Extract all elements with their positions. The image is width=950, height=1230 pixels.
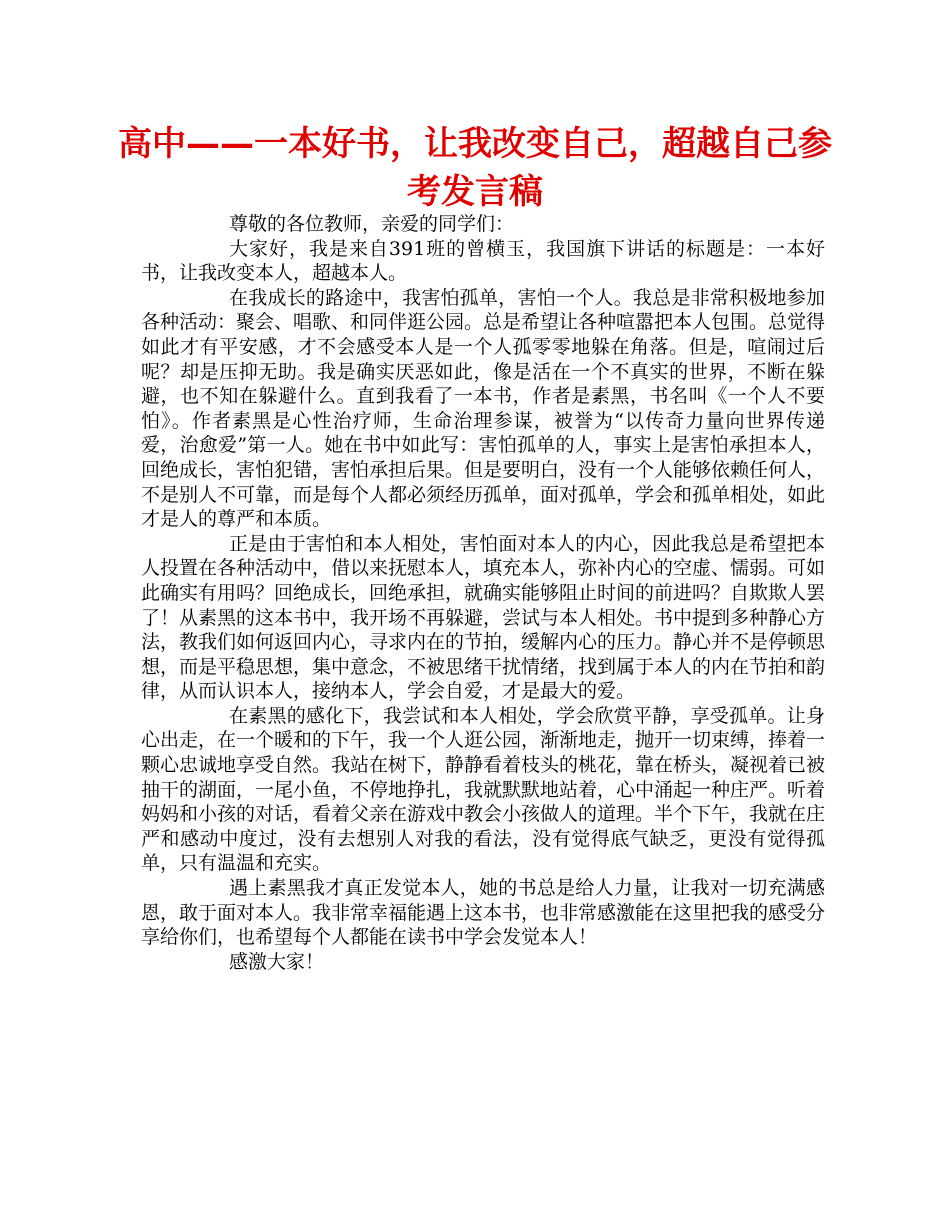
document-body — [141, 212, 825, 974]
body-paragraph-1: 大家好，我是来自391班的曾横玉，我国旗下讲话的标题是：一本好书，让我改变本人，超越本人。 — [141, 237, 825, 285]
body-paragraph-4: 在素黑的感化下，我尝试和本人相处，学会欣赏平静，享受孤单。让身心出走，在一个暖和的下午，我一个人逛公园，渐渐地走，抛开一切束缚，捧着一颗心忠诚地享受自然。我站在树下，静静看着枝头的桃花，靠在桥头，凝视着已被抽干的湖面，一尾小鱼，不停地挣扎，我就默默地站着，心中涌起一种庄严。听着妈妈和小孩的对话，看着父亲在游戏中教会小孩做人的道理。半个下午，我就在庄严和感动中度过，没有去想别人对我的看法，没有觉得底气缺乏，更没有觉得孤单，只有温温和充实。 — [141, 704, 826, 875]
salutation-paragraph: 尊敬的各位教师，亲爱的同学们： — [229, 213, 515, 235]
body-paragraph-2: 在我成长的路途中，我害怕孤单，害怕一个人。我总是非常积极地参加各种活动：聚会、唱歌、和同伴逛公园。总是希望让各种喧嚣把本人包围。总觉得如此才有平安感，才不会感受本人是一个人孤零零地躲在角落。但是，喧闹过后呢？却是压抑无助。我是确实厌恶如此，像是活在一个不真实的世界，不断在躲避，也不知在躲避什么。直到我看了一本书，作者是素黑，书名叫《一个人不要怕》。作者素黑是心性治疗师，生命治理参谋，被誉为“以传奇力量向世界传递爱，治愈爱”第一人。她在书中如此写：害怕孤单的人，事实上是害怕承担本人，回绝成长，害怕犯错，害怕承担后果。但是要明白，没有一个人能够依赖任何人，不是别人不可靠，而是每个人都必须经历孤单，面对孤单，学会和孤单相处，如此才是人的尊严和本质。 — [141, 286, 826, 531]
body-paragraph-5: 遇上素黑我才真正发觉本人，她的书总是给人力量，让我对一切充满感恩，敢于面对本人。我非常幸福能遇上这本书，也非常感激能在这里把我的感受分享给你们，也希望每个人都能在读书中学会发觉本人！ — [141, 877, 826, 949]
body-paragraph-3: 正是由于害怕和本人相处，害怕面对本人的内心，因此我总是希望把本人投置在各种活动中，借以来抚慰本人，填充本人，弥补内心的空虚、懦弱。可如此确实有用吗？回绝成长，回绝承担，就确实能够阻止时间的前进吗？自欺欺人罢了！从素黑的这本书中，我开场不再躲避，尝试与本人相处。书中提到多种静心方法，教我们如何返回内心，寻求内在的节拍，缓解内心的压力。静心并不是停顿思想，而是平稳思想，集中意念，不被思绪干扰情绪，找到属于本人的内在节拍和韵律，从而认识本人，接纳本人，学会自爱，才是最大的爱。 — [141, 532, 826, 703]
closing-paragraph: 感激大家！ — [229, 950, 325, 973]
document-title: 高中——一本好书，让我改变自己，超越自己参考发言稿 — [118, 124, 832, 212]
